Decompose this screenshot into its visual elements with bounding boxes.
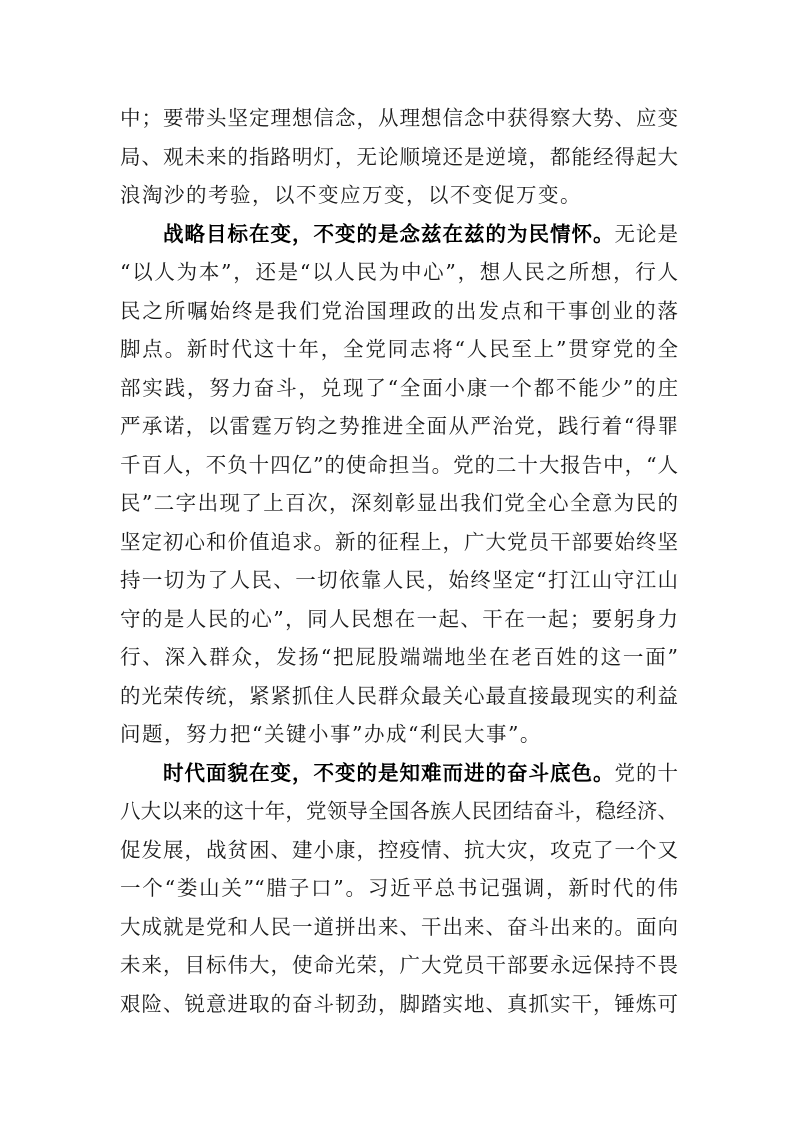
line-text: 大成就是党和人民一道拼出来、干出来、奋斗出来的。面向 [120, 914, 678, 939]
text-line [120, 946, 678, 985]
line-text: 党的十 [614, 760, 678, 785]
line-text: 行、深入群众，发扬“把屁股端端地坐在老百姓的这一面” [120, 645, 678, 669]
line-text: 民之所嘱始终是我们党治国理政的出发点和干事创业的落 [120, 298, 678, 323]
line-text: 严承诺，以雷霆万钧之势推进全面从严治党，践行着“得罪 [120, 414, 678, 438]
line-text: 中；要带头坚定理想信念，从理想信念中获得察大势、应变 [120, 106, 678, 130]
text-line [120, 908, 678, 947]
paragraph [120, 215, 678, 754]
text-line [120, 754, 678, 793]
line-text: 持一切为了人民、一切依靠人民，始终坚定“打江山守江山 [120, 568, 678, 592]
line-text: 未来，目标伟大，使命光荣，广大党员干部要永远保持不畏 [120, 953, 678, 977]
line-text: 坚定初心和价值追求。新的征程上，广大党员干部要始终坚 [120, 529, 678, 554]
text-line [120, 292, 678, 331]
text-line [120, 638, 678, 677]
line-text: 局、观未来的指路明灯，无论顺境还是逆境，都能经得起大 [120, 144, 678, 169]
paragraph-heading: 时代面貌在变，不变的是知难而进的奋斗底色。 [163, 760, 615, 785]
text-line [120, 677, 678, 716]
line-text: 的光荣传统，紧紧抓住人民群众最关心最直接最现实的利益 [120, 683, 678, 708]
text-line [120, 253, 678, 292]
text-line [120, 600, 678, 639]
line-text: 脚点。新时代这十年，全党同志将“人民至上”贯穿党的全 [120, 337, 678, 361]
paragraph-heading: 战略目标在变，不变的是念兹在兹的为民情怀。 [163, 221, 615, 246]
text-line [120, 831, 678, 870]
line-text: 部实践，努力奋斗，兑现了“全面小康一个都不能少”的庄 [120, 375, 678, 400]
text-line [120, 869, 678, 908]
paragraph [120, 754, 678, 1024]
text-line [120, 792, 678, 831]
text-line [120, 215, 678, 254]
paragraph [120, 99, 678, 215]
line-text: 守的是人民的心”，同人民想在一起、干在一起；要躬身力 [120, 606, 678, 631]
text-line [120, 985, 678, 1024]
text-line [120, 330, 678, 369]
line-text: 艰险、锐意进取的奋斗韧劲，脚踏实地、真抓实干，锤炼可 [120, 991, 678, 1016]
line-text: 无论是 [614, 221, 678, 246]
text-line [120, 523, 678, 562]
text-line [120, 446, 678, 485]
text-line [120, 407, 678, 446]
line-text: 八大以来的这十年，党领导全国各族人民团结奋斗，稳经济、 [120, 799, 678, 823]
text-line [120, 369, 678, 408]
text-line [120, 138, 678, 177]
text-line [120, 176, 678, 215]
line-text: 千百人，不负十四亿”的使命担当。党的二十大报告中，“人 [120, 452, 678, 477]
line-text: 问题，努力把“关键小事”办成“利民大事”。 [120, 722, 542, 746]
line-text: 促发展，战贫困、建小康，控疫情、抗大灾，攻克了一个又 [120, 837, 678, 862]
text-line [120, 484, 678, 523]
line-text: 民”二字出现了上百次，深刻彰显出我们党全心全意为民的 [120, 491, 678, 515]
text-line [120, 715, 678, 754]
text-line [120, 561, 678, 600]
line-text: “以人为本”，还是“以人民为中心”，想人民之所想，行人 [120, 260, 678, 284]
line-text: 一个“娄山关”“腊子口”。习近平总书记强调，新时代的伟 [120, 876, 678, 900]
document-body [120, 99, 678, 1023]
line-text: 浪淘沙的考验，以不变应万变，以不变促万变。 [120, 183, 582, 207]
text-line [120, 99, 678, 138]
